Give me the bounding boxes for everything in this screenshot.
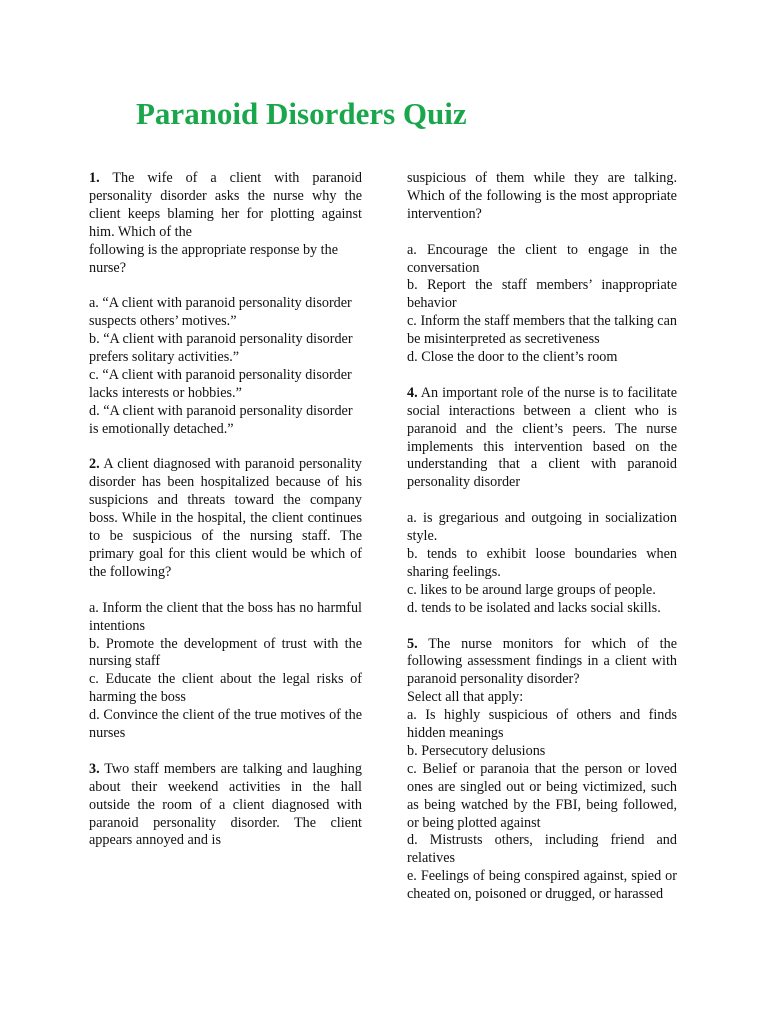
question-1-text: The wife of a client with paranoid personality disorder asks the nurse why the client keeps blaming her for plotting against him. Which of the	[89, 170, 362, 240]
spacer	[407, 492, 677, 510]
question-4-option-a: a. is gregarious and outgoing in socialization style.	[407, 510, 677, 545]
question-1-stem-line2: following is the appropriate response by the nurse?	[89, 241, 339, 276]
question-3-number: 3.	[89, 760, 100, 777]
question-1-option-b-line2: prefers solitary activities.”	[89, 349, 240, 366]
question-5-option-b: b. Persecutory delusions	[407, 742, 546, 759]
question-1-option-a: a. “A client with paranoid personality disorder	[89, 295, 352, 312]
question-3-option-a: a. Encourage the client to engage in the conversation	[407, 241, 677, 276]
question-5-option-c: c. Belief or paranoia that the person or loved ones are singled out or being victimized, such as being watched by the FBI, being followed, or being plotted against	[407, 760, 677, 831]
question-3-option-c: c. Inform the staff members that the talking can be misinterpreted as secretiveness	[407, 313, 677, 348]
question-2-text: A client diagnosed with paranoid personality disorder has been hospitalized because of his suspicions and threats toward the company boss. While in the hospital, the client continues to be suspicious of the nursing staff. The primary goal for this client would be which of the following?	[89, 456, 362, 580]
question-1-option-d: d. “A client with paranoid personality disorder	[89, 402, 353, 419]
question-5-text: The nurse monitors for which of the following assessment findings in a client with paranoid personality disorder?	[407, 635, 677, 688]
question-3-text: Two staff members are talking and laughing about their weekend activities in the hall outside the room of a client diagnosed with paranoid personality disorder. The client appears annoyed and is	[89, 760, 362, 849]
question-2-option-b: b. Promote the development of trust with the nursing staff	[89, 635, 362, 670]
spacer	[89, 277, 362, 295]
question-1-option-b: b. “A client with paranoid personality disorder	[89, 331, 353, 348]
right-column	[407, 170, 677, 904]
question-3-stem-continued: suspicious of them while they are talking. Which of the following is the most appropriate intervention?	[407, 170, 677, 222]
question-4-text: An important role of the nurse is to facilitate social interactions between a client who is paranoid and the client’s peers. The nurse implements this intervention based on the understanding that a client with paranoid personality disorder	[407, 384, 677, 491]
spacer	[407, 367, 677, 385]
question-2-stem	[89, 456, 362, 581]
question-2-option-c: c. Educate the client about the legal risks of harming the boss	[89, 671, 362, 706]
spacer	[407, 224, 677, 242]
question-1-option-a-line2: suspects others’ motives.”	[89, 313, 237, 330]
question-2-option-a: a. Inform the client that the boss has no harmful intentions	[89, 599, 362, 634]
question-5-stem	[407, 636, 677, 690]
left-column	[89, 170, 362, 850]
question-1-option-d-line2: is emotionally detached.”	[89, 420, 234, 437]
question-4-number: 4.	[407, 384, 418, 401]
spacer	[89, 582, 362, 600]
spacer	[89, 743, 362, 761]
spacer	[89, 439, 362, 457]
question-2-option-d: d. Convince the client of the true motives of the nurses	[89, 707, 362, 742]
question-5-number: 5.	[407, 635, 418, 652]
question-3-option-d: d. Close the door to the client’s room	[407, 349, 618, 366]
spacer	[407, 618, 677, 636]
question-5-option-d: d. Mistrusts others, including friend and relatives	[407, 832, 677, 867]
question-1-option-c: c. “A client with paranoid personality disorder	[89, 366, 352, 383]
question-4-stem	[407, 385, 677, 492]
question-4-option-d: d. tends to be isolated and lacks social skills.	[407, 599, 661, 616]
question-3-stem	[89, 761, 362, 851]
question-1-stem	[89, 170, 362, 242]
question-4-option-b: b. tends to exhibit loose boundaries when sharing feelings.	[407, 545, 677, 580]
question-5-option-e: e. Feelings of being conspired against, spied or cheated on, poisoned or drugged, or harassed	[407, 868, 677, 903]
question-5-instruction: Select all that apply:	[407, 689, 524, 706]
question-1-option-c-line2: lacks interests or hobbies.”	[89, 384, 242, 401]
question-3-option-b: b. Report the staff members’ inappropriate behavior	[407, 277, 677, 312]
question-4-option-c: c. likes to be around large groups of people.	[407, 581, 656, 598]
question-2-number: 2.	[89, 456, 100, 473]
question-5-option-a: a. Is highly suspicious of others and finds hidden meanings	[407, 707, 677, 742]
quiz-title: Paranoid Disorders Quiz	[136, 96, 467, 131]
question-1-number: 1.	[89, 170, 100, 186]
